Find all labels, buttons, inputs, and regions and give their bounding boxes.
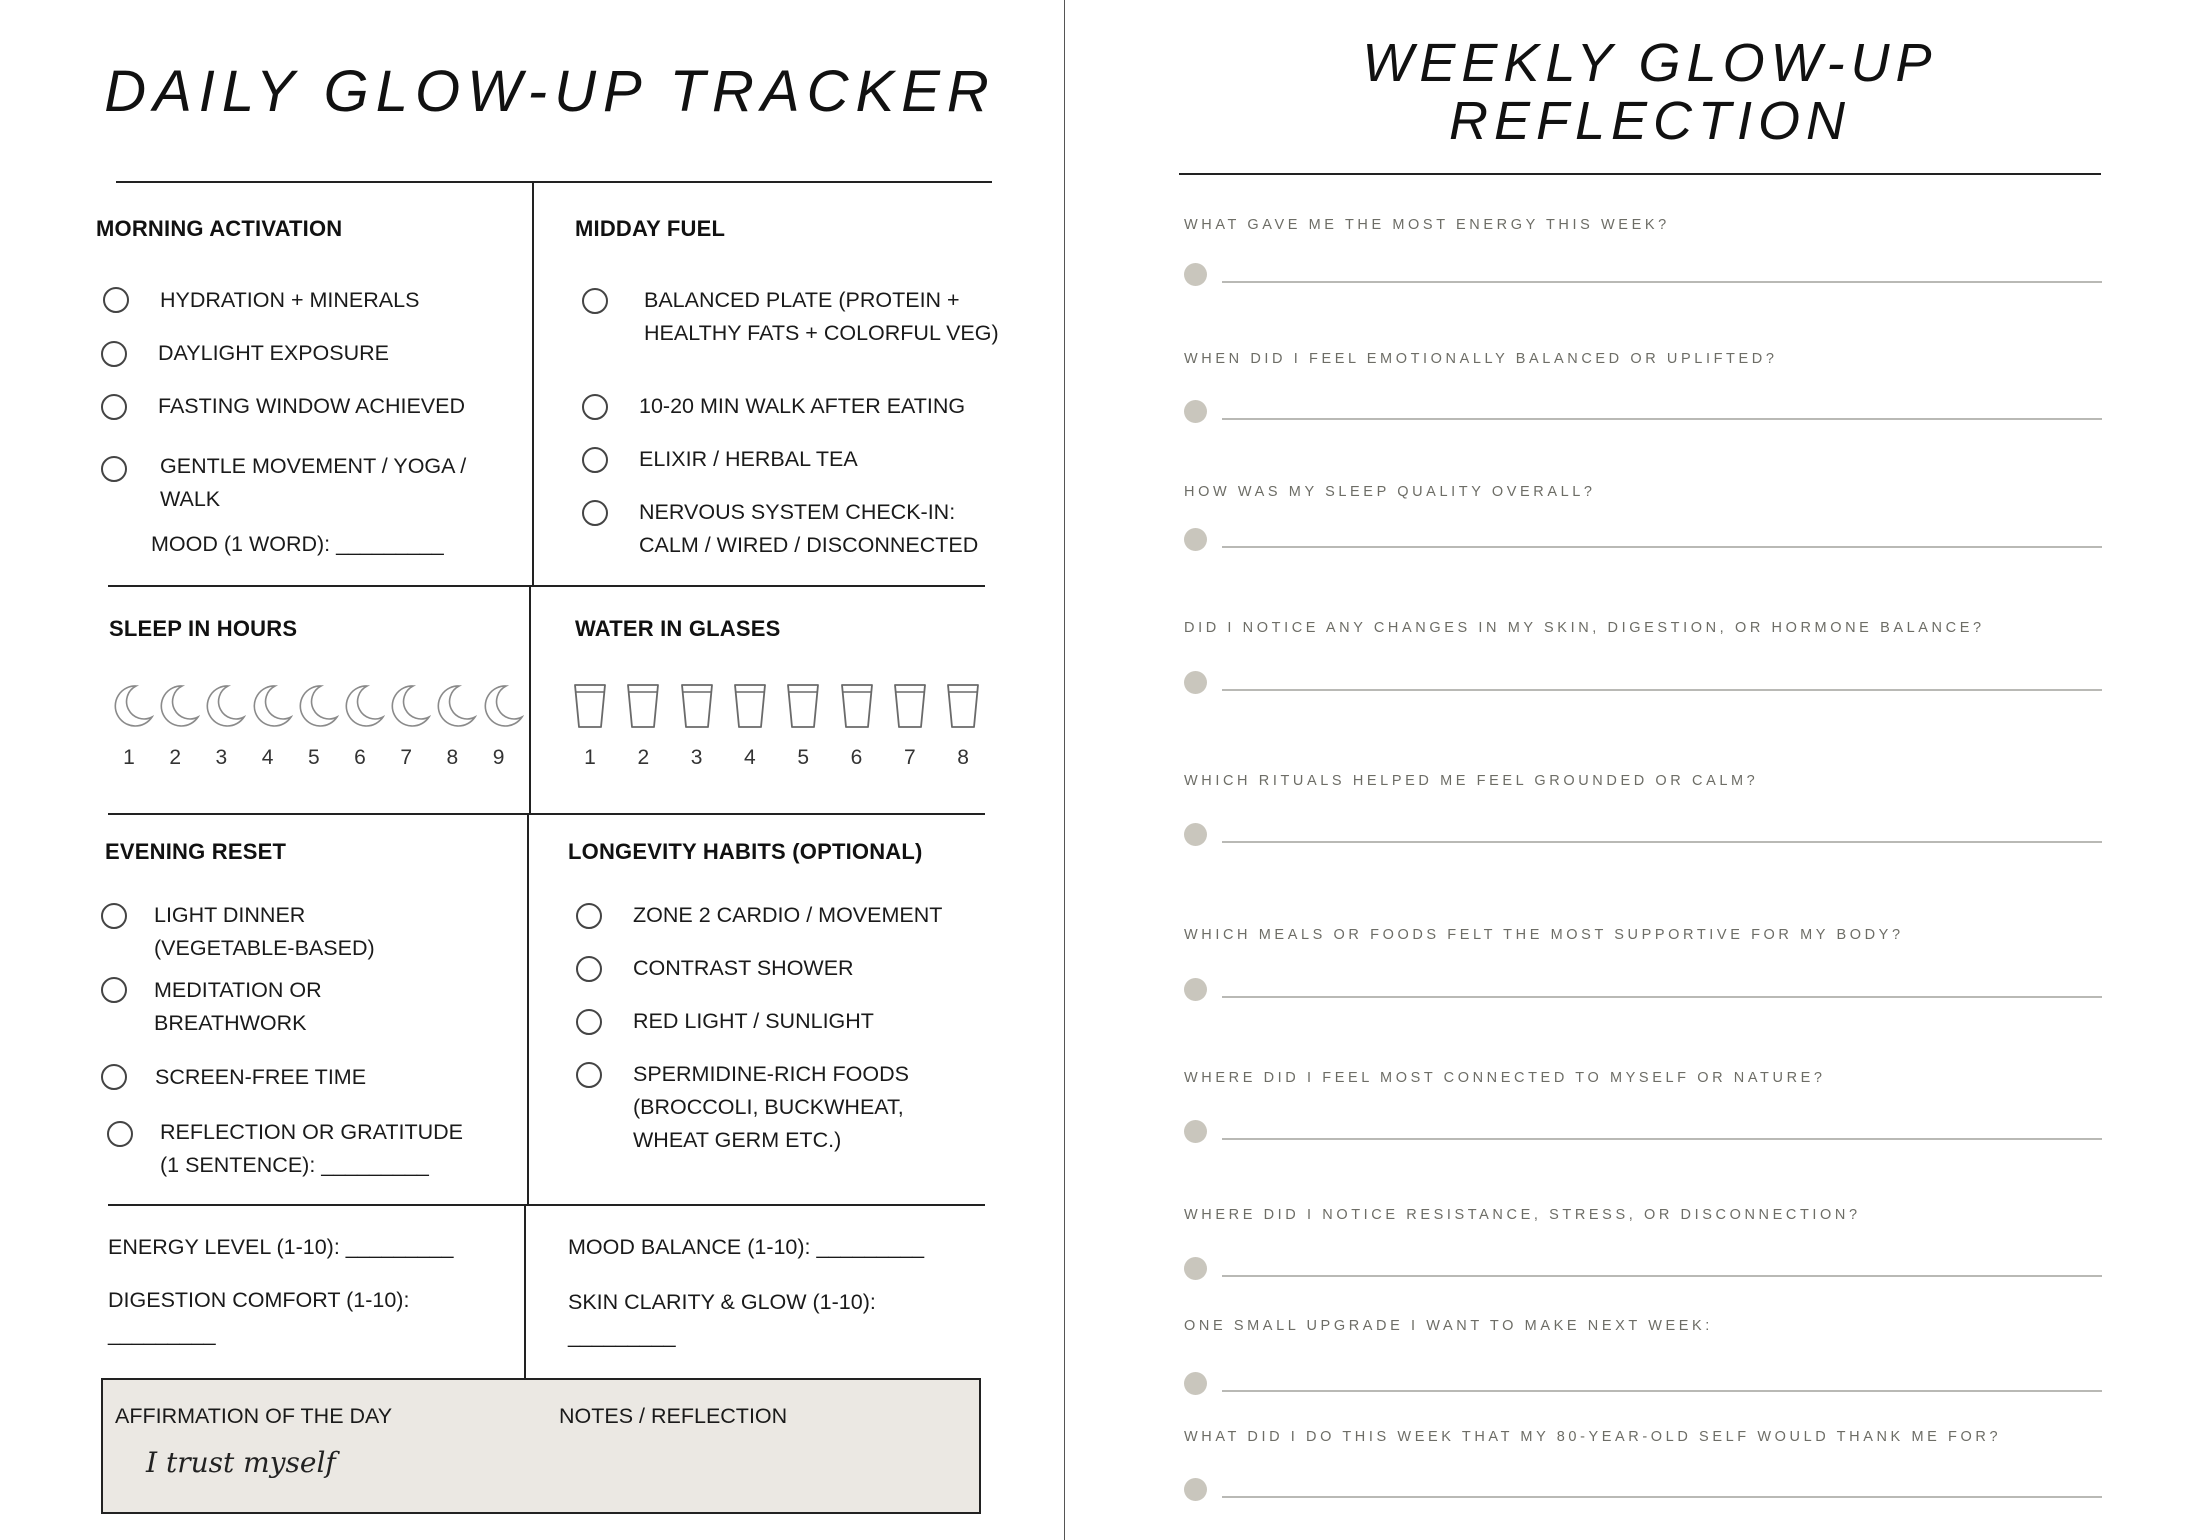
- morning-item: HYDRATION + MINERALS: [160, 288, 420, 312]
- midday-checkbox-4[interactable]: [582, 500, 608, 526]
- water-glass-icon[interactable]: [946, 683, 980, 729]
- sleep-hour-number: 5: [307, 746, 320, 769]
- longevity-item: RED LIGHT / SUNLIGHT: [633, 1009, 874, 1033]
- evening-checkbox-3[interactable]: [101, 1064, 127, 1090]
- water-glass-number: 1: [584, 746, 596, 769]
- evening-checkbox-4[interactable]: [107, 1121, 133, 1147]
- energy-level-field[interactable]: ENERGY LEVEL (1-10): _________: [108, 1235, 454, 1259]
- water-glass-number: 7: [903, 746, 916, 769]
- morning-checkbox-1[interactable]: [103, 287, 129, 313]
- water-glass-icon[interactable]: [733, 683, 767, 729]
- affirmation-label: AFFIRMATION OF THE DAY: [115, 1404, 393, 1428]
- evening-item: LIGHT DINNER: [154, 903, 306, 927]
- sleep-hour-number: 3: [215, 746, 228, 769]
- bullet-dot: [1184, 528, 1207, 551]
- water-glass-number: 4: [744, 746, 756, 769]
- bullet-dot: [1184, 823, 1207, 846]
- answer-line[interactable]: [1222, 1275, 2102, 1277]
- sleep-hour-number: 1: [123, 746, 135, 769]
- sleep-hour-number: 4: [261, 746, 274, 769]
- evening-checkbox-2[interactable]: [101, 977, 127, 1003]
- bullet-dot: [1184, 978, 1207, 1001]
- answer-line[interactable]: [1222, 546, 2102, 548]
- water-glass-icon[interactable]: [840, 683, 874, 729]
- midday-heading: MIDDAY FUEL: [575, 216, 726, 241]
- water-glass-icon[interactable]: [893, 683, 927, 729]
- sleep-moon-icon[interactable]: [251, 683, 293, 727]
- bullet-dot: [1184, 263, 1207, 286]
- sleep-moon-icon[interactable]: [112, 683, 154, 727]
- water-glass-icon[interactable]: [573, 683, 607, 729]
- mood-field[interactable]: MOOD (1 WORD): _________: [151, 532, 444, 556]
- evening-item-cont: (VEGETABLE-BASED): [154, 936, 375, 960]
- reflection-question: ONE SMALL UPGRADE I WANT TO MAKE NEXT WEEK:: [1184, 1318, 1713, 1334]
- sleep-moon-icon[interactable]: [204, 683, 246, 727]
- water-glass-number: 6: [850, 746, 863, 769]
- reflection-question: WHEN DID I FEEL EMOTIONALLY BALANCED OR UPLIFTED?: [1184, 351, 1778, 367]
- sleep-heading: SLEEP IN HOURS: [109, 616, 298, 641]
- midday-item-cont: CALM / WIRED / DISCONNECTED: [639, 533, 979, 557]
- row-divider-1: [108, 585, 985, 587]
- midday-item: ELIXIR / HERBAL TEA: [639, 447, 858, 471]
- sleep-hour-number: 6: [354, 746, 366, 769]
- page-divider: [1064, 0, 1065, 1540]
- water-glass-number: 3: [690, 746, 703, 769]
- reflection-title-divider: [1179, 173, 2101, 175]
- longevity-heading: LONGEVITY HABITS (OPTIONAL): [568, 839, 923, 864]
- evening-item: SCREEN-FREE TIME: [155, 1065, 367, 1089]
- bullet-dot: [1184, 1257, 1207, 1280]
- longevity-item: CONTRAST SHOWER: [633, 956, 854, 980]
- bullet-dot: [1184, 1478, 1207, 1501]
- longevity-checkbox-3[interactable]: [576, 1009, 602, 1035]
- answer-line[interactable]: [1222, 1390, 2102, 1392]
- longevity-checkbox-1[interactable]: [576, 903, 602, 929]
- digestion-comfort-blank[interactable]: _________: [108, 1322, 216, 1346]
- sleep-moon-icon[interactable]: [435, 683, 477, 727]
- water-glass-icon[interactable]: [680, 683, 714, 729]
- sleep-hour-number: 7: [400, 746, 413, 769]
- longevity-item-cont: (BROCCOLI, BUCKWHEAT,: [633, 1095, 904, 1119]
- longevity-checkbox-4[interactable]: [576, 1062, 602, 1088]
- sleep-moon-icon[interactable]: [158, 683, 200, 727]
- water-glass-number: 5: [797, 746, 810, 769]
- answer-line[interactable]: [1222, 1496, 2102, 1498]
- longevity-item: SPERMIDINE-RICH FOODS: [633, 1062, 909, 1086]
- notes-label: NOTES / REFLECTION: [559, 1404, 788, 1428]
- morning-checkbox-2[interactable]: [101, 341, 127, 367]
- evening-item-cont: (1 SENTENCE): _________: [160, 1153, 429, 1177]
- row-divider-2: [108, 813, 985, 815]
- reflection-title-line1: WEEKLY GLOW-UP: [1362, 33, 1938, 93]
- bullet-dot: [1184, 671, 1207, 694]
- sleep-moon-icon[interactable]: [343, 683, 385, 727]
- page-title: DAILY GLOW-UP TRACKER: [104, 59, 996, 124]
- midday-checkbox-3[interactable]: [582, 447, 608, 473]
- affirmation-text[interactable]: I trust myself: [146, 1446, 336, 1479]
- answer-line[interactable]: [1222, 418, 2102, 420]
- midday-checkbox-2[interactable]: [582, 394, 608, 420]
- evening-item-cont: BREATHWORK: [154, 1011, 307, 1035]
- answer-line[interactable]: [1222, 281, 2102, 283]
- reflection-question: WHICH RITUALS HELPED ME FEEL GROUNDED OR CALM?: [1184, 773, 1759, 789]
- longevity-item-cont: WHEAT GERM ETC.): [633, 1128, 842, 1152]
- reflection-question: WHERE DID I FEEL MOST CONNECTED TO MYSELF OR NATURE?: [1184, 1070, 1826, 1086]
- reflection-title-line2: REFLECTION: [1448, 91, 1852, 151]
- morning-checkbox-3[interactable]: [101, 394, 127, 420]
- water-glass-number: 2: [637, 746, 650, 769]
- title-divider: [116, 181, 992, 183]
- reflection-question: HOW WAS MY SLEEP QUALITY OVERALL?: [1184, 484, 1596, 500]
- sleep-hour-number: 2: [169, 746, 182, 769]
- answer-line[interactable]: [1222, 841, 2102, 843]
- morning-item: DAYLIGHT EXPOSURE: [158, 341, 389, 365]
- skin-clarity-label: SKIN CLARITY & GLOW (1-10):: [568, 1290, 876, 1314]
- longevity-checkbox-2[interactable]: [576, 956, 602, 982]
- morning-heading: MORNING ACTIVATION: [96, 216, 343, 241]
- reflection-question: WHAT DID I DO THIS WEEK THAT MY 80-YEAR-OLD SELF WOULD THANK ME FOR?: [1184, 1429, 2002, 1445]
- water-glass-icon[interactable]: [786, 683, 820, 729]
- answer-line[interactable]: [1222, 996, 2102, 998]
- column-divider-lower: [527, 813, 529, 1205]
- column-divider-bottom: [524, 1204, 526, 1378]
- bullet-dot: [1184, 400, 1207, 423]
- midday-item: NERVOUS SYSTEM CHECK-IN:: [639, 500, 956, 524]
- morning-checkbox-4[interactable]: [101, 456, 127, 482]
- water-glass-number: 8: [957, 746, 969, 769]
- morning-item: GENTLE MOVEMENT / YOGA /: [160, 454, 467, 478]
- sleep-moon-icon[interactable]: [482, 683, 524, 727]
- digestion-comfort-label: DIGESTION COMFORT (1-10):: [108, 1288, 410, 1312]
- column-divider-top: [532, 181, 534, 585]
- column-divider-mid: [529, 585, 531, 815]
- water-heading: WATER IN GLASES: [575, 616, 781, 641]
- water-glass-icon[interactable]: [626, 683, 660, 729]
- evening-heading: EVENING RESET: [105, 839, 287, 864]
- midday-checkbox-1[interactable]: [582, 288, 608, 314]
- reflection-question: WHERE DID I NOTICE RESISTANCE, STRESS, OR DISCONNECTION?: [1184, 1207, 1861, 1223]
- morning-item: FASTING WINDOW ACHIEVED: [158, 394, 465, 418]
- row-divider-3: [108, 1204, 985, 1206]
- reflection-question: DID I NOTICE ANY CHANGES IN MY SKIN, DIGESTION, OR HORMONE BALANCE?: [1184, 620, 1985, 636]
- sleep-hour-number: 9: [492, 746, 505, 769]
- answer-line[interactable]: [1222, 1138, 2102, 1140]
- reflection-question: WHAT GAVE ME THE MOST ENERGY THIS WEEK?: [1184, 217, 1670, 233]
- answer-line[interactable]: [1222, 689, 2102, 691]
- reflection-question: WHICH MEALS OR FOODS FELT THE MOST SUPPORTIVE FOR MY BODY?: [1184, 927, 1904, 943]
- evening-item: MEDITATION OR: [154, 978, 322, 1002]
- sleep-hour-number: 8: [446, 746, 459, 769]
- midday-item-cont: HEALTHY FATS + COLORFUL VEG): [644, 321, 999, 345]
- morning-item-cont: WALK: [160, 487, 221, 511]
- bullet-dot: [1184, 1120, 1207, 1143]
- skin-clarity-blank[interactable]: _________: [568, 1324, 676, 1348]
- evening-checkbox-1[interactable]: [101, 903, 127, 929]
- midday-item: BALANCED PLATE (PROTEIN +: [644, 288, 960, 312]
- midday-item: 10-20 MIN WALK AFTER EATING: [639, 394, 966, 418]
- longevity-item: ZONE 2 CARDIO / MOVEMENT: [633, 903, 943, 927]
- bullet-dot: [1184, 1372, 1207, 1395]
- mood-balance-field[interactable]: MOOD BALANCE (1-10): _________: [568, 1235, 925, 1259]
- sleep-moon-icon[interactable]: [389, 683, 431, 727]
- sleep-moon-icon[interactable]: [297, 683, 339, 727]
- evening-item: REFLECTION OR GRATITUDE: [160, 1120, 464, 1144]
